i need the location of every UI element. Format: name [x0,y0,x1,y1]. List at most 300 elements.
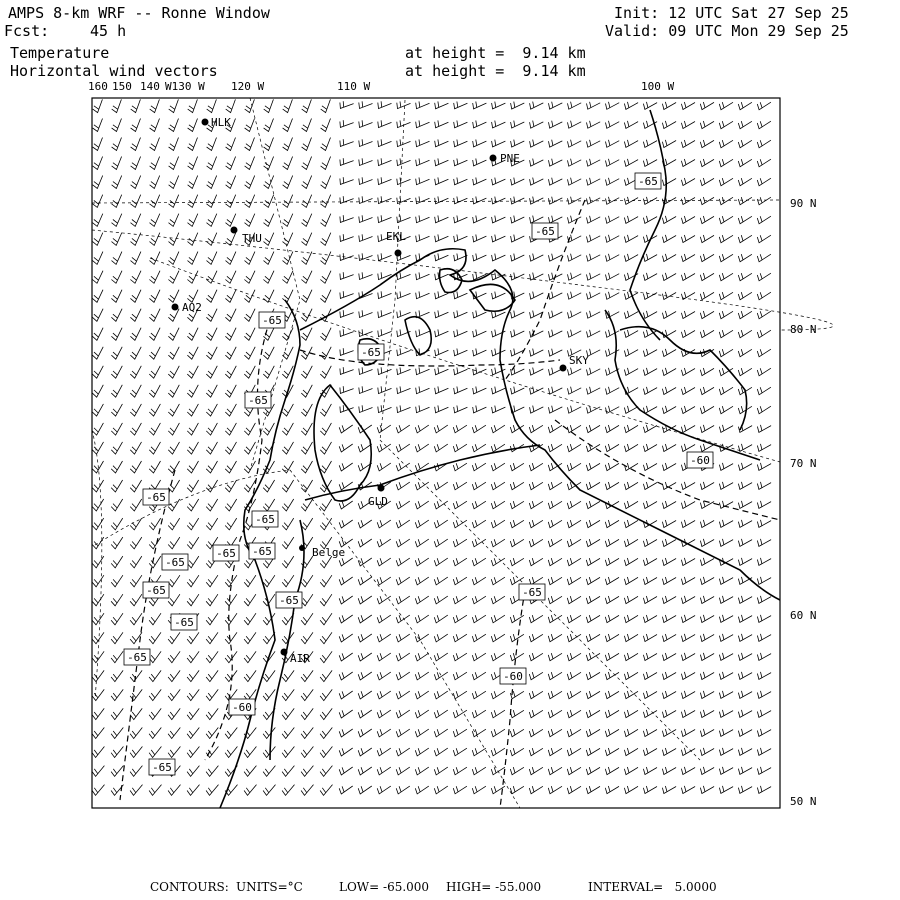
coast-east-antarctica [630,110,666,340]
wind-barb [700,710,714,718]
wind-barb [530,387,544,395]
wind-barb [396,634,410,642]
wind-barb [416,177,430,184]
wind-barb [264,214,274,227]
wind-barb [587,406,601,413]
wind-barb [681,786,695,794]
wind-barb [757,501,771,509]
wind-barb [130,785,142,796]
wind-barb [111,632,123,643]
wind-barb [206,385,217,397]
contour-labels-layer [124,173,713,775]
wind-barb [168,309,179,322]
wind-barb [302,176,312,189]
wind-barb [244,651,256,662]
wind-barb [605,463,619,471]
wind-barb [321,214,331,227]
wind-barb [149,442,160,454]
svg-text:-65: -65 [152,761,172,774]
wind-barb [548,444,562,452]
wind-barb [529,729,543,737]
wind-barb [320,747,332,758]
wind-barb [662,292,676,300]
wind-barb [112,252,122,265]
wind-barb [435,329,449,336]
wind-barb [359,215,373,222]
wind-barb [643,539,657,547]
wind-barb [377,748,391,756]
lat-label-90: 90 N [790,197,817,210]
wind-barb [225,442,236,454]
wind-barb [719,482,733,490]
wind-barb [529,520,543,528]
wind-barb [187,480,198,492]
wind-barb [473,387,487,394]
wind-barb [472,653,486,661]
wind-barb [339,501,353,509]
wind-barb [225,461,236,473]
wind-barb [492,349,506,356]
wind-barb [378,139,392,146]
wind-barb [131,119,141,132]
wind-barb [378,196,392,203]
wind-barb [643,501,657,509]
wind-barb [511,330,525,337]
station-ekl [386,230,406,257]
wind-barb [245,119,255,132]
wind-barb [492,140,506,147]
station-label: HLK [211,116,231,129]
wind-barb [415,710,429,718]
wind-barb [397,101,411,108]
wind-barb [738,634,752,642]
wind-barb [491,710,505,718]
wind-barb [473,197,487,204]
wind-barb [434,539,448,547]
wind-barb [416,120,430,127]
wind-barb [92,575,104,587]
wind-barb [453,653,467,661]
wind-barb [681,387,695,395]
wind-barb [397,158,411,165]
wind-barb [700,615,714,623]
svg-text:-65: -65 [146,584,166,597]
wind-barb [131,157,141,170]
wind-barb [168,537,180,549]
wind-barb [434,482,448,490]
contour-label [249,543,275,559]
wind-barb [112,214,122,227]
wind-barb [510,615,524,623]
wind-barb [112,138,122,151]
wind-barb [359,253,373,260]
wind-barb [700,596,714,604]
wind-barb [568,387,582,395]
wind-barb [339,463,353,471]
wind-barb [397,405,411,412]
wind-barb [719,349,733,357]
wind-barb [340,101,354,108]
wind-barb [92,480,103,492]
wind-barb [302,119,312,132]
wind-barb [643,634,657,642]
wind-barb [568,330,582,338]
wind-barb [131,99,141,112]
wind-barb [340,291,354,298]
wind-barb [415,596,429,604]
wind-barb [358,634,372,642]
wind-barb [225,404,236,416]
wind-barb [282,670,294,681]
wind-barb [757,406,771,414]
wind-barb [321,138,331,151]
wind-barb [453,691,467,699]
wind-barb [130,575,142,587]
wind-barb [226,233,236,246]
wind-barb [568,216,582,224]
wind-barb [681,178,695,186]
wind-barb [719,178,733,186]
wind-barb [662,406,676,414]
wind-barb [93,233,103,246]
wind-barb [206,290,217,303]
wind-barb [719,425,733,433]
wind-barb [320,632,332,643]
wind-barb [472,786,486,794]
wind-barb [225,613,237,625]
wind-barb [149,747,161,758]
wind-barb [415,634,429,642]
wind-barb [301,518,313,530]
wind-barb [416,329,430,336]
wind-barb [454,368,468,375]
wind-barb [549,349,563,356]
wind-barb [738,102,752,110]
wind-barb [339,577,353,585]
wind-barb [130,747,142,758]
wind-barb [643,558,657,566]
wind-barb [187,347,198,359]
wind-barb [415,672,429,680]
wind-barb [169,214,179,227]
wind-barb [130,404,141,416]
wind-barb [453,634,467,642]
wind-barb [187,670,199,681]
wind-barb [187,518,199,530]
wind-barb [681,254,695,262]
contour-label [358,344,384,360]
wind-barb [549,330,563,337]
wind-barb [225,385,236,397]
wind-barb [643,444,657,452]
wind-barb [378,310,392,317]
longitude-labels [88,80,674,93]
wind-barb [321,99,331,112]
wind-barb [738,482,752,490]
wind-barb [643,406,657,414]
wind-barb [568,292,582,300]
wind-barb [605,520,619,528]
wind-barb [264,119,274,132]
wind-barb [643,140,657,148]
wind-barb [321,157,331,170]
wind-barb [150,195,160,208]
wind-barb [377,596,391,604]
wind-barb [548,672,562,680]
wind-barb [605,596,619,604]
wind-barb [282,708,294,719]
wind-barb [643,387,657,395]
wind-barb [700,197,714,205]
wind-barb [415,482,429,490]
wind-barb [377,577,391,585]
footer-units: UNITS=°C [236,880,303,894]
wind-barb [301,423,312,435]
wind-barb [206,594,218,606]
wind-barb [624,159,638,167]
wind-barb [168,632,180,643]
wind-barb [624,121,638,128]
wind-barb [359,101,373,108]
wind-barb [206,785,218,796]
wind-barb [112,176,122,189]
wind-barb [130,290,141,303]
wind-barb [244,785,256,796]
wind-barb [681,748,695,756]
wind-barb [643,311,657,319]
wind-barb [492,406,506,413]
wind-barb [662,710,676,718]
wind-barb [738,330,752,338]
wind-barb [225,632,237,643]
wind-barb [453,501,467,509]
wind-barb [92,766,104,777]
wind-barb [320,366,331,378]
wind-barb [700,558,714,566]
wind-barb [757,672,771,680]
wind-barb [662,672,676,680]
wind-barb [700,121,714,129]
wind-barb [168,290,179,303]
contour-label [252,511,278,527]
wind-barb [434,786,448,794]
wind-barb [472,444,486,452]
wind-barb [738,140,752,148]
wind-barb [226,138,236,151]
wind-barb [719,577,733,585]
wind-barb [93,138,103,151]
wind-barb [282,290,293,303]
wind-barb [473,178,487,185]
wind-barb [453,482,467,490]
field-temperature: Temperature [10,44,110,62]
wind-barb [567,653,581,661]
wind-barb [605,786,619,794]
wind-barb [168,271,179,284]
wind-barb [662,368,676,376]
wind-barb [377,425,391,433]
wind-barb [359,234,373,241]
wind-barb [339,653,353,661]
station-label: SKY [569,354,589,367]
wind-barb [92,309,103,322]
wind-barb [529,501,543,509]
wind-barb [282,442,293,454]
wind-barb [320,670,332,681]
wind-barb [681,482,695,490]
lat-label-50: 50 N [790,795,817,808]
wind-barb [681,406,695,414]
wind-barb [149,728,161,739]
wind-barb [244,309,255,322]
wind-barb [681,634,695,642]
wind-barb [624,140,638,148]
wind-barb [606,254,620,261]
wind-barb [263,290,274,303]
wind-barb [225,423,236,435]
wind-barb [416,139,430,146]
wind-barb [624,539,638,547]
wind-barb [719,273,733,281]
wind-barb [454,387,468,394]
wind-barb [624,615,638,623]
wind-barb [320,613,332,625]
wind-barb [719,254,733,262]
wind-barb [548,748,562,756]
wind-barb [93,157,103,170]
wind-barb [301,480,312,492]
wind-barb [187,461,198,473]
wind-barb [719,729,733,737]
wind-barb [700,368,714,376]
field-wind-vectors: Horizontal wind vectors [10,62,218,80]
graticule-meridian-d [250,98,300,470]
lon-label-100: 100 W [641,80,675,93]
wind-barb [492,121,506,128]
wind-barb [340,329,354,336]
wind-barb [568,197,582,205]
wind-barb [149,328,160,341]
wind-barb [320,594,332,606]
wind-barb [453,558,467,566]
wind-barb [719,159,733,167]
wind-barb [738,520,752,528]
wind-barb [168,689,180,700]
wind-barb [738,539,752,547]
wind-barb [150,233,160,246]
wind-barb [586,482,600,490]
wind-barb [263,728,275,739]
wind-barb [587,121,601,128]
wind-barb [244,461,255,473]
wind-barb [472,501,486,509]
wind-barb [587,140,601,147]
wind-barb [529,482,543,490]
wind-barb [757,444,771,452]
wind-barb [434,501,448,509]
wind-barb [605,501,619,509]
coast-ronne-front [305,445,540,500]
wind-barb [244,347,255,359]
wind-barb [492,254,506,261]
wind-barb [225,366,236,378]
wind-barb [320,575,332,587]
wind-barb [757,558,771,566]
wind-barb [263,499,275,511]
wind-barb [301,575,313,587]
wind-barb [700,235,714,243]
wind-barb [320,651,332,662]
wind-barb [396,748,410,756]
wind-barb [434,634,448,642]
wind-barb [530,330,544,338]
wind-barb [605,691,619,699]
wind-barb [434,577,448,585]
wind-barb [738,311,752,319]
wind-barb [169,99,179,112]
wind-barb [206,499,218,511]
station-hlk [202,116,232,129]
height-temperature: at height = 9.14 km [405,44,586,62]
wind-barb [472,539,486,547]
wind-barb [700,178,714,186]
wind-barb [567,596,581,604]
wind-barb [454,349,468,356]
wind-barb [130,518,142,530]
wind-barb [757,387,771,395]
wind-barb [435,177,449,184]
wind-barb [111,309,122,322]
wind-barb [738,254,752,262]
forecast-label: Fcst: [4,22,50,40]
wind-barb [719,406,733,414]
wind-barb [624,672,638,680]
wind-barb [587,178,601,185]
wind-barb [605,444,619,452]
wind-barb [530,254,544,262]
wind-barb [397,310,411,317]
wind-barb [568,102,582,110]
wind-barb [567,558,581,566]
wind-barb [473,349,487,356]
svg-text:-65: -65 [248,394,268,407]
wind-barb [244,747,256,758]
wind-barb [188,99,198,112]
wind-barb [662,102,676,110]
wind-barb [415,501,429,509]
wind-barb [624,444,638,452]
wind-barb [454,102,468,109]
footer-high: HIGH= -55.000 [446,880,542,894]
wind-barb [510,558,524,566]
wind-barb [454,292,468,299]
wind-barb [301,404,312,416]
wind-barb [150,138,160,151]
wind-barb [187,385,198,397]
wind-barb [605,615,619,623]
wind-barb [719,786,733,794]
wind-barb [549,197,563,204]
wind-barb [473,254,487,261]
wind-barb [681,216,695,224]
wind-barb [130,423,141,435]
wind-barb [435,196,449,203]
wind-barb [111,670,123,681]
wind-barb [301,290,312,303]
wind-barb [757,463,771,471]
wind-barb [529,767,543,775]
wind-barb [605,425,619,433]
